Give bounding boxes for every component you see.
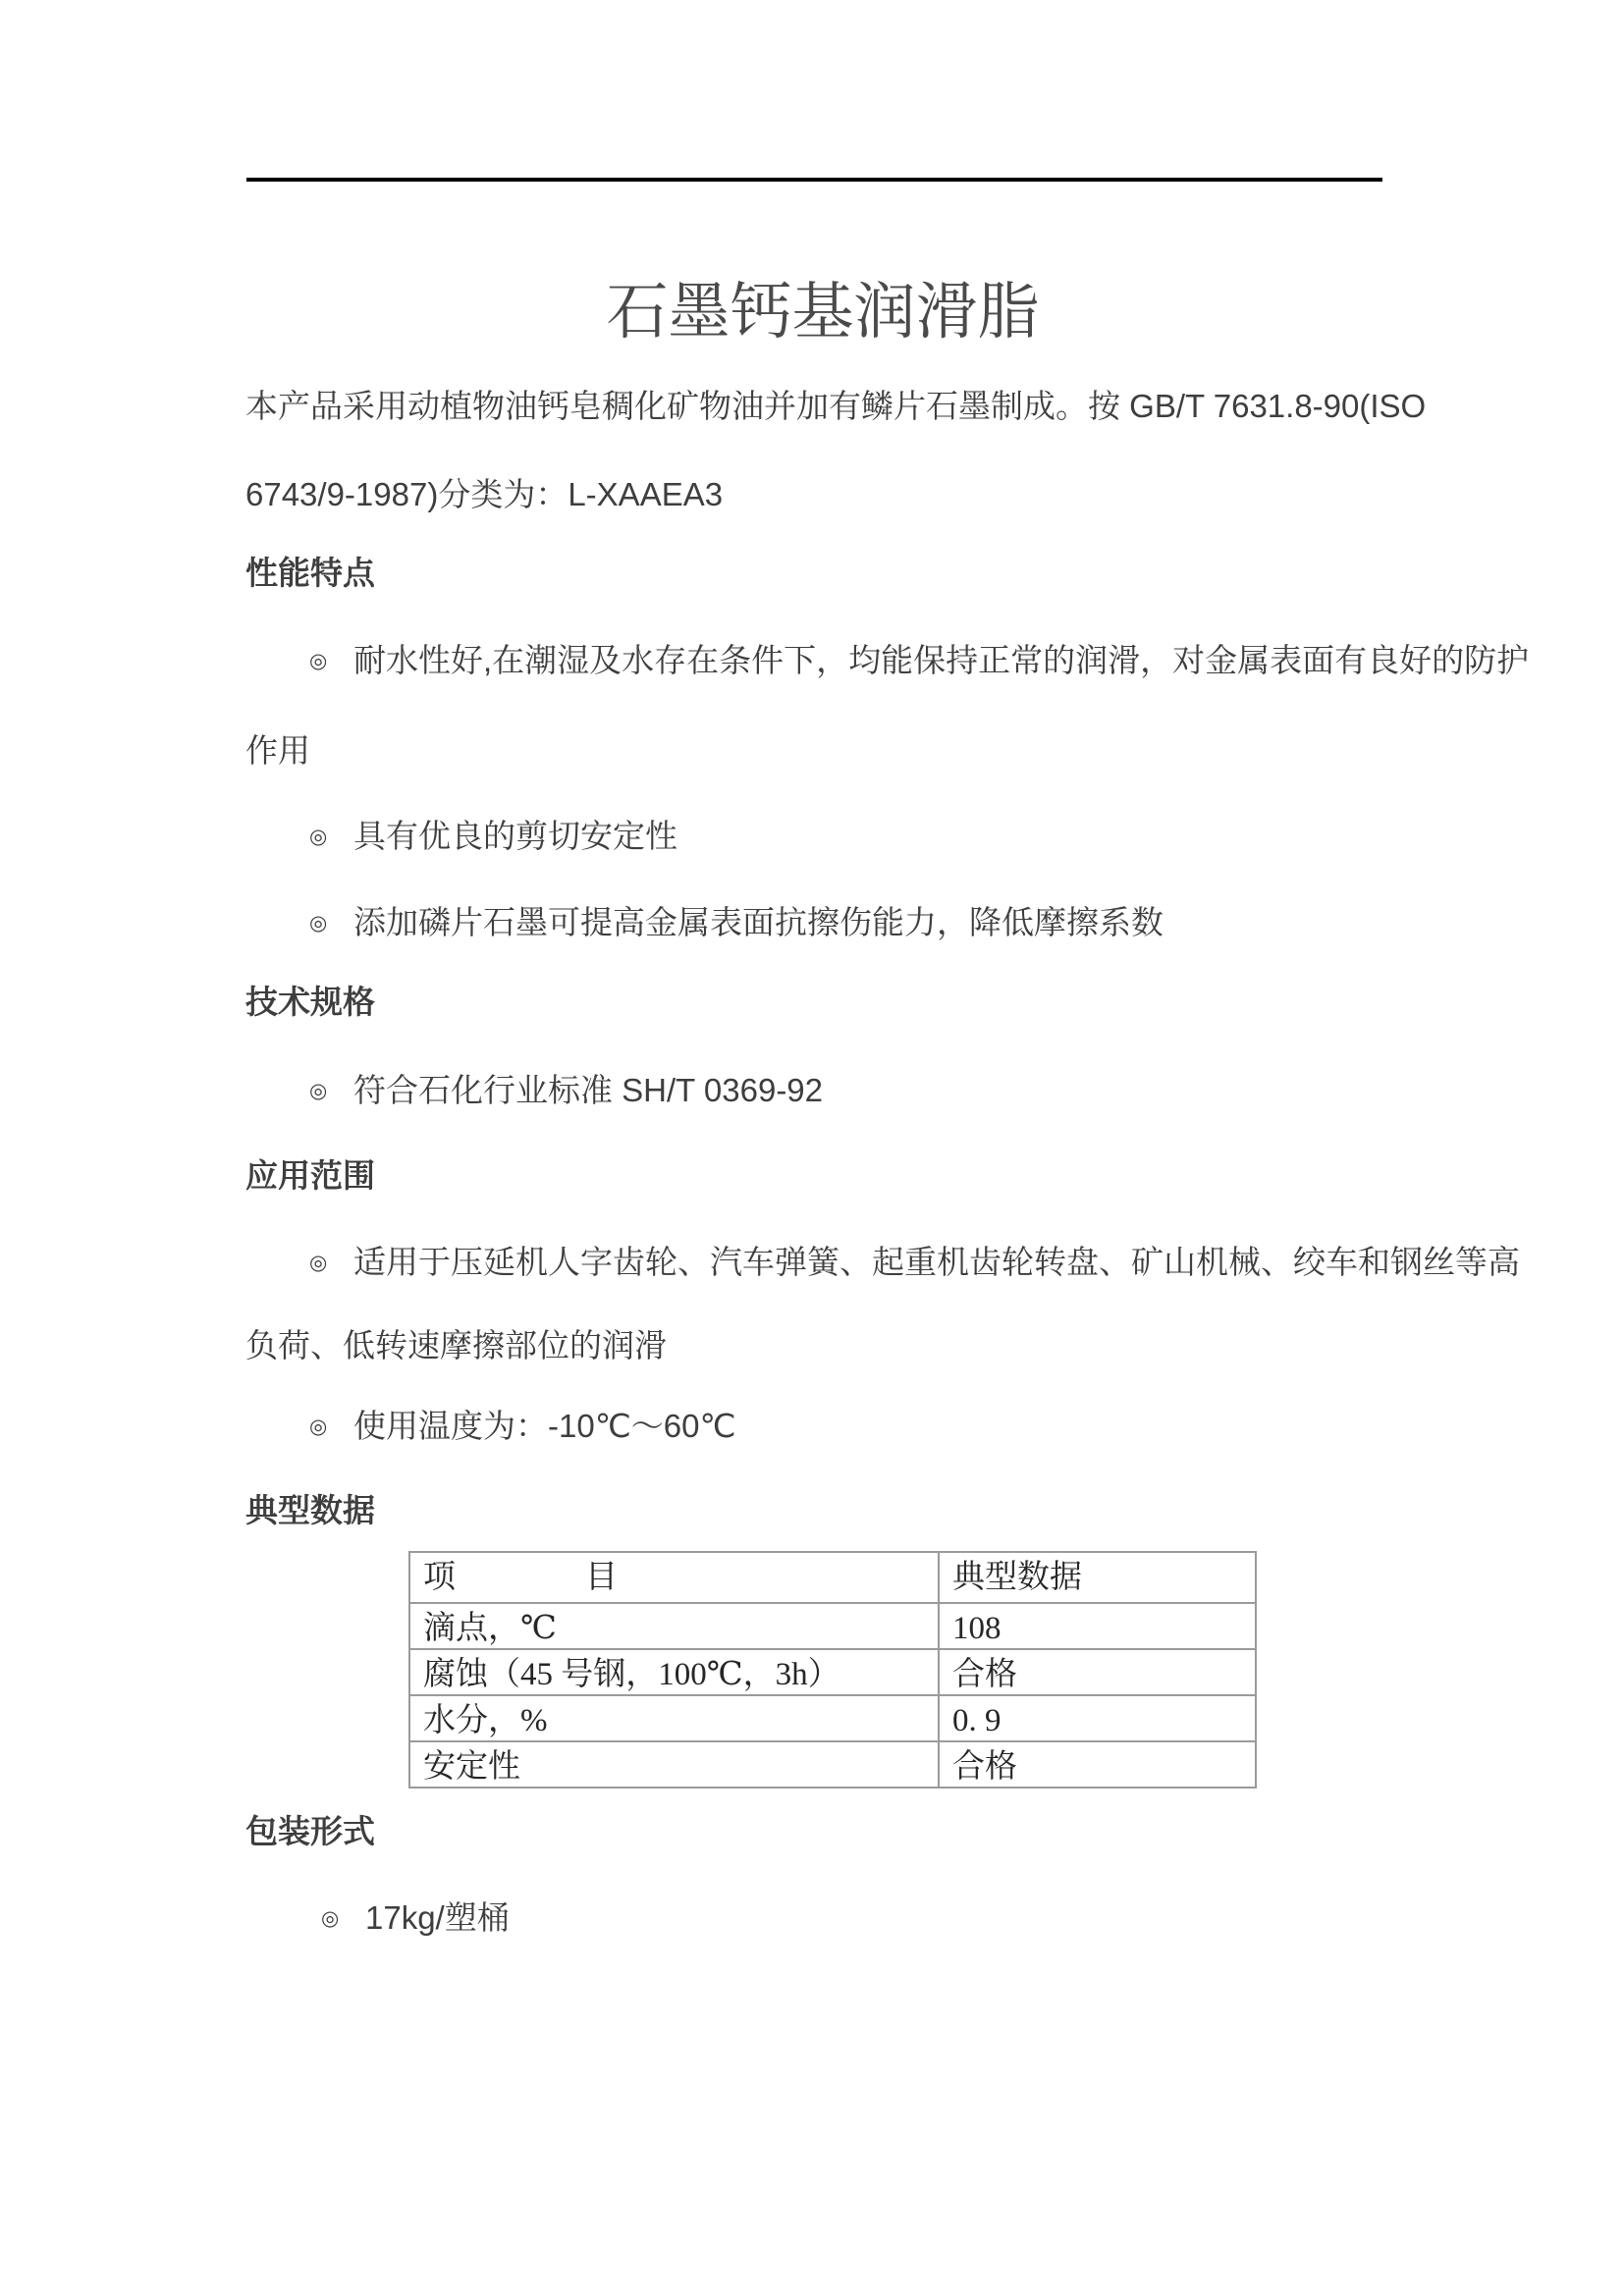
table-cell-property: 安定性 [409, 1741, 939, 1788]
list-item [321, 1898, 510, 1939]
bullet-icon: ◎ [309, 650, 328, 672]
list-item [309, 641, 1529, 681]
bullet-icon: ◎ [321, 1907, 340, 1930]
list-item [309, 817, 677, 857]
bullet-icon: ◎ [309, 912, 328, 934]
list-item-text: 添加磷片石墨可提高金属表面抗擦伤能力，降低摩擦系数 [353, 904, 1164, 940]
list-item [309, 903, 1164, 943]
table-row [409, 1603, 1256, 1649]
table-header-row [409, 1552, 1256, 1603]
table-row [409, 1741, 1256, 1788]
typical-data-table [408, 1551, 1257, 1789]
table-row [409, 1649, 1256, 1695]
table-cell-property: 滴点，℃ [409, 1603, 939, 1649]
section-heading-performance: 性能特点 [245, 555, 375, 591]
table-cell-property: 水分，% [409, 1695, 939, 1741]
table-cell-property: 腐蚀（45 号钢，100℃，3h） [409, 1649, 939, 1695]
bullet-icon: ◎ [309, 826, 328, 848]
table-cell-value: 0. 9 [939, 1695, 1256, 1741]
table-cell-value: 108 [939, 1603, 1256, 1649]
table-row [409, 1695, 1256, 1741]
list-item-continuation: 负荷、低转速摩擦部位的润滑 [245, 1327, 667, 1363]
section-heading-packaging: 包装形式 [245, 1813, 375, 1849]
title-divider [246, 178, 1382, 182]
table-cell-value: 合格 [939, 1741, 1256, 1788]
intro-paragraph-line-2: 6743/9-1987)分类为：L-XAAEA3 [245, 476, 724, 512]
list-item-continuation: 作用 [245, 732, 310, 769]
bullet-icon: ◎ [309, 1080, 328, 1102]
section-heading-typical-data: 典型数据 [245, 1492, 375, 1528]
intro-paragraph-line-1: 本产品采用动植物油钙皂稠化矿物油并加有鳞片石墨制成。按 GB/T 7631.8-90(ISO [245, 388, 1427, 424]
table-header-cell-item: 项 目 [409, 1552, 939, 1603]
list-item-text: 耐水性好,在潮湿及水存在条件下，均能保持正常的润滑，对金属表面有良好的防护 [353, 642, 1530, 678]
list-item [309, 1243, 1520, 1283]
list-item-text: 具有优良的剪切安定性 [353, 818, 677, 854]
list-item-text: 使用温度为：-10℃～60℃ [353, 1408, 736, 1444]
list-item-text: 适用于压延机人字齿轮、汽车弹簧、起重机齿轮转盘、矿山机械、绞车和钢丝等高 [353, 1244, 1520, 1280]
table-cell-value: 合格 [939, 1649, 1256, 1695]
list-item [309, 1407, 736, 1447]
list-item [309, 1071, 823, 1111]
bullet-icon: ◎ [309, 1252, 328, 1274]
page-title: 石墨钙基润滑脂 [606, 278, 1040, 347]
bullet-icon: ◎ [309, 1415, 328, 1438]
list-item-text: 符合石化行业标准 SH/T 0369-92 [353, 1072, 824, 1108]
section-heading-application: 应用范围 [245, 1157, 375, 1194]
list-item-text: 17kg/塑桶 [365, 1899, 510, 1936]
table-header-cell-value: 典型数据 [939, 1552, 1256, 1603]
section-heading-specs: 技术规格 [245, 984, 375, 1020]
